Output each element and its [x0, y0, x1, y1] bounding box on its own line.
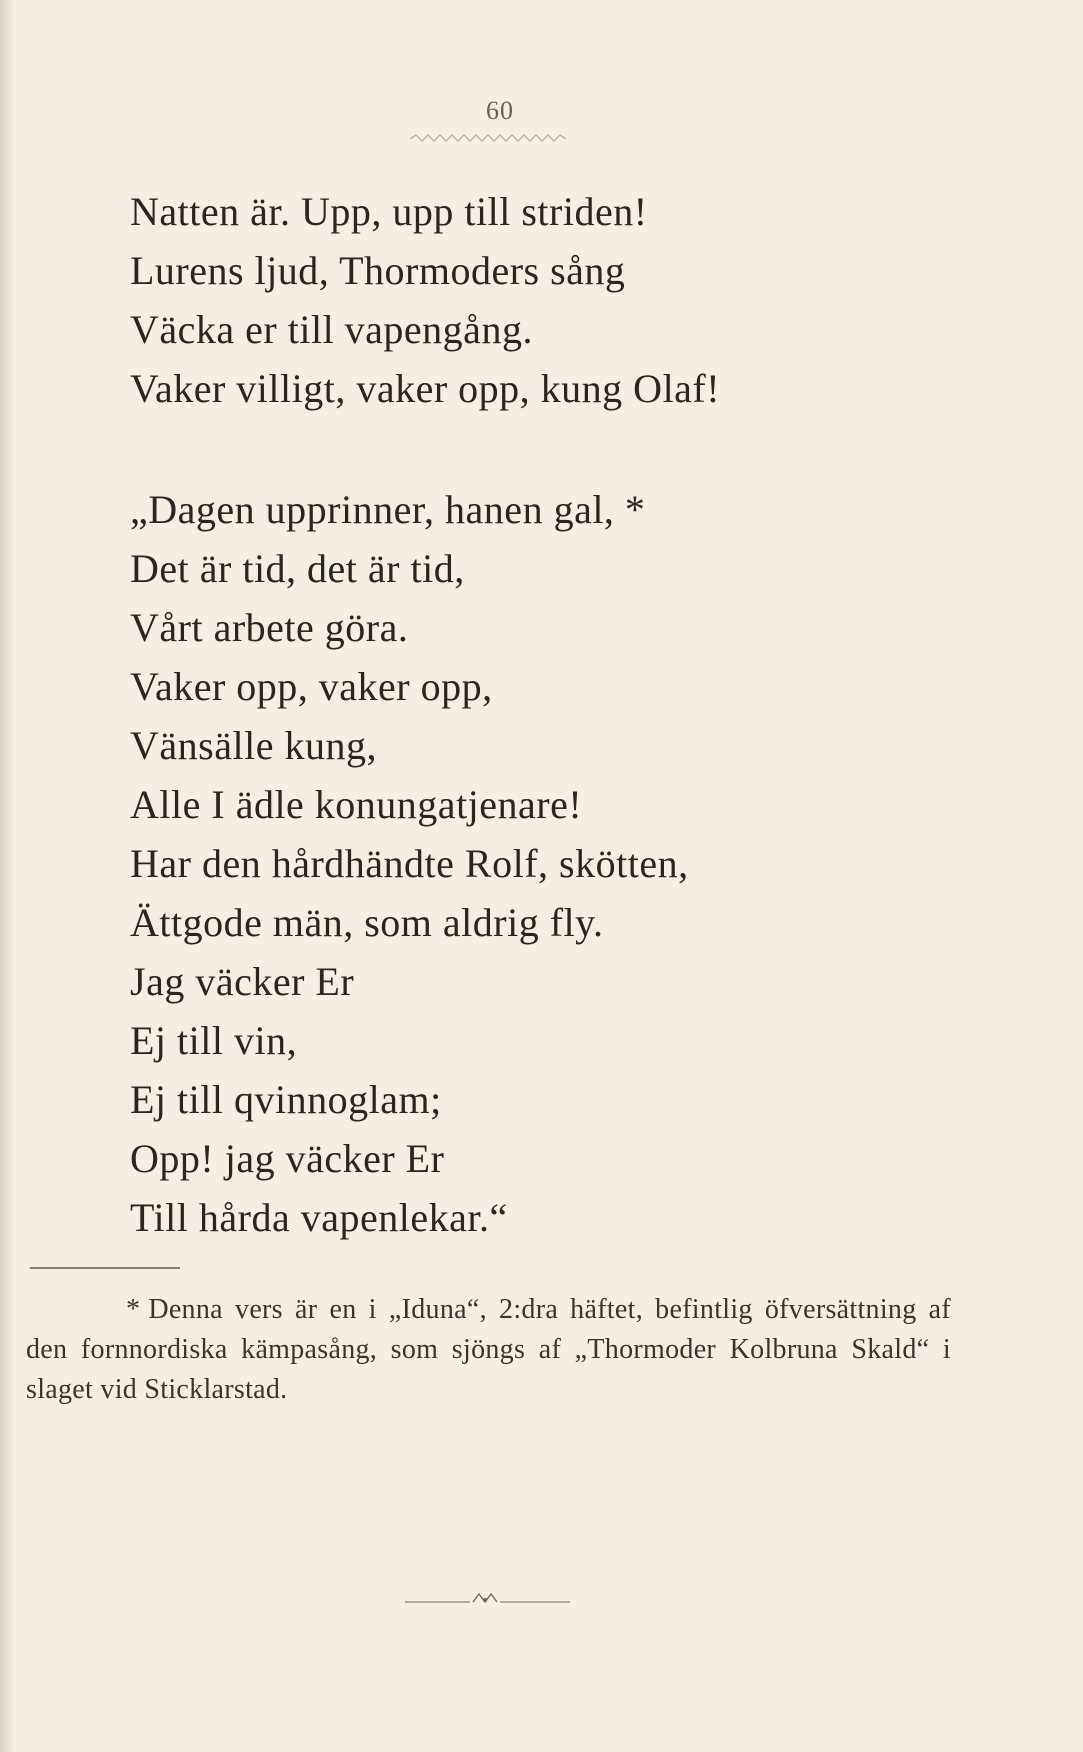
- stanza-1: [130, 182, 720, 418]
- footnote-divider: [30, 1267, 180, 1269]
- verse-line: Det är tid, det är tid,: [130, 546, 465, 591]
- verse-line: Lurens ljud, Thormoders sång: [130, 248, 626, 293]
- verse-line: Vänsälle kung,: [130, 723, 377, 768]
- verse-line: Alle I ädle konungatjenare!: [130, 782, 583, 827]
- page-edge-shadow: [0, 0, 14, 1752]
- verse-line: Ättgode män, som aldrig fly.: [130, 900, 604, 945]
- verse-line: Vaker opp, vaker opp,: [130, 664, 493, 709]
- footnote: [26, 1290, 951, 1410]
- end-ornament: [405, 1590, 570, 1606]
- verse-line: Väcka er till vapengång.: [130, 307, 533, 352]
- verse-line: Ej till vin,: [130, 1018, 298, 1063]
- page-number: 60: [486, 96, 514, 125]
- verse-line: Opp! jag väcker Er: [130, 1136, 445, 1181]
- verse-line: Vaker villigt, vaker opp, kung Olaf!: [130, 366, 721, 411]
- verse-line: Har den hårdhändte Rolf, skötten,: [130, 841, 689, 886]
- verse-line: Natten är. Upp, upp till striden!: [130, 189, 648, 234]
- verse-line: Ej till qvinnoglam;: [130, 1077, 442, 1122]
- verse-line: Vårt arbete göra.: [130, 605, 409, 650]
- footnote-marker: *: [126, 1294, 141, 1325]
- verse-line: „Dagen upprinner, hanen gal, *: [130, 487, 646, 532]
- footnote-text: Denna vers är en i „Iduna“, 2:dra häftet, befintlig öfversättning af den fornnordiska kämpasång, som sjöngs af „Thormoder Kolbruna Skald“ i slaget vid Sticklarstad.: [26, 1294, 951, 1405]
- verse-line: Jag väcker Er: [130, 959, 355, 1004]
- verse-line: Till hårda vapenlekar.“: [130, 1195, 508, 1240]
- stanza-2: [130, 480, 689, 1247]
- header-ornament: [410, 132, 570, 146]
